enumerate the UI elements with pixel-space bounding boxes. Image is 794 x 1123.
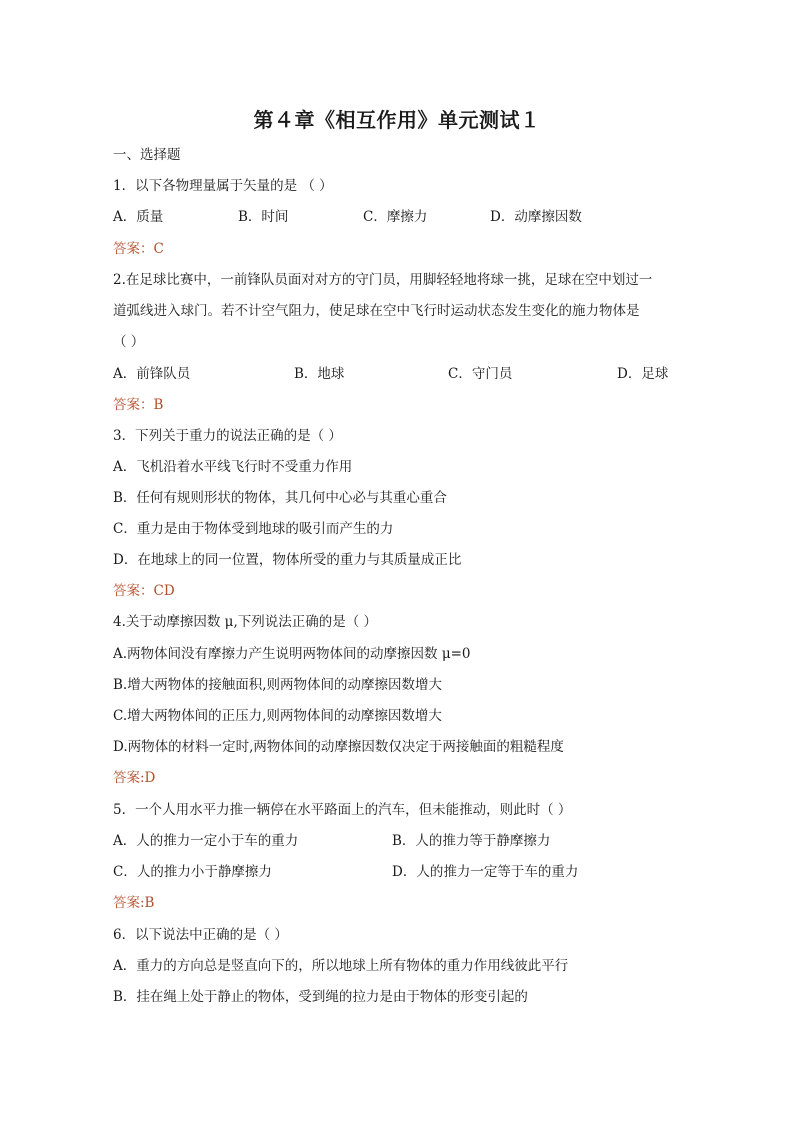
q5-option-b: B．人的推力等于静摩擦力 bbox=[392, 833, 551, 849]
q1-option-b: B．时间 bbox=[238, 209, 289, 225]
q5-stem: 5．一个人用水平力推一辆停在水平路面上的汽车，但未能推动，则此时（ ） bbox=[113, 802, 572, 818]
q3-option-b: B．任何有规则形状的物体，其几何中心必与其重心重合 bbox=[113, 490, 447, 506]
q5-option-d: D．人的推力一定等于车的重力 bbox=[392, 864, 579, 880]
q1-answer: 答案：C bbox=[113, 241, 164, 257]
q6-option-a: A．重力的方向总是竖直向下的，所以地球上所有物体的重力作用线彼此平行 bbox=[113, 958, 569, 974]
q5-option-c: C．人的推力小于静摩擦力 bbox=[113, 864, 272, 880]
q6-option-b: B．挂在绳上处于静止的物体，受到绳的拉力是由于物体的形变引起的 bbox=[113, 989, 528, 1005]
q4-option-a: A.两物体间没有摩擦力产生说明两物体间的动摩擦因数 μ=0 bbox=[113, 646, 471, 662]
section-heading: 一、选择题 bbox=[113, 147, 181, 163]
q3-answer: 答案：CD bbox=[113, 583, 175, 599]
q2-option-d: D．足球 bbox=[617, 366, 669, 382]
q1-option-d: D．动摩擦因数 bbox=[490, 209, 582, 225]
q2-option-c: C．守门员 bbox=[448, 366, 513, 382]
q3-stem: 3．下列关于重力的说法正确的是（ ） bbox=[113, 428, 342, 444]
q6-stem: 6．以下说法中正确的是（ ） bbox=[113, 927, 288, 943]
q4-stem: 4.关于动摩擦因数 μ,下列说法正确的是（ ） bbox=[113, 614, 378, 630]
q4-option-c: C.增大两物体间的正压力,则两物体间的动摩擦因数增大 bbox=[113, 708, 442, 724]
q4-option-d: D.两物体的材料一定时,两物体间的动摩擦因数仅决定于两接触面的粗糙程度 bbox=[113, 739, 564, 755]
q1-option-c: C．摩擦力 bbox=[363, 209, 428, 225]
q1-option-a: A．质量 bbox=[113, 209, 164, 225]
q2-stem-line3: （ ） bbox=[113, 334, 145, 350]
q5-answer: 答案:B bbox=[113, 895, 155, 911]
q3-option-d: D．在地球上的同一位置，物体所受的重力与其质量成正比 bbox=[113, 552, 462, 568]
q4-option-b: B.增大两物体的接触面积,则两物体间的动摩擦因数增大 bbox=[113, 677, 443, 693]
q3-option-a: A．飞机沿着水平线飞行时不受重力作用 bbox=[113, 459, 353, 475]
q2-option-b: B．地球 bbox=[294, 366, 345, 382]
q2-stem-line1: 2.在足球比赛中，一前锋队员面对对方的守门员，用脚轻轻地将球一挑，足球在空中划过一 bbox=[113, 272, 653, 288]
q5-option-a: A．人的推力一定小于车的重力 bbox=[113, 833, 299, 849]
q2-answer: 答案：B bbox=[113, 397, 164, 413]
q2-stem-line2: 道弧线进入球门。若不计空气阻力，使足球在空中飞行时运动状态发生变化的施力物体是 bbox=[113, 303, 640, 319]
q3-option-c: C．重力是由于物体受到地球的吸引而产生的力 bbox=[113, 521, 394, 537]
q2-option-a: A．前锋队员 bbox=[113, 366, 191, 382]
q4-answer: 答案:D bbox=[113, 770, 156, 786]
page-title: 第４章《相互作用》单元测试１ bbox=[253, 108, 541, 132]
q1-stem: 1．以下各物理量属于矢量的是 （ ） bbox=[113, 178, 333, 194]
